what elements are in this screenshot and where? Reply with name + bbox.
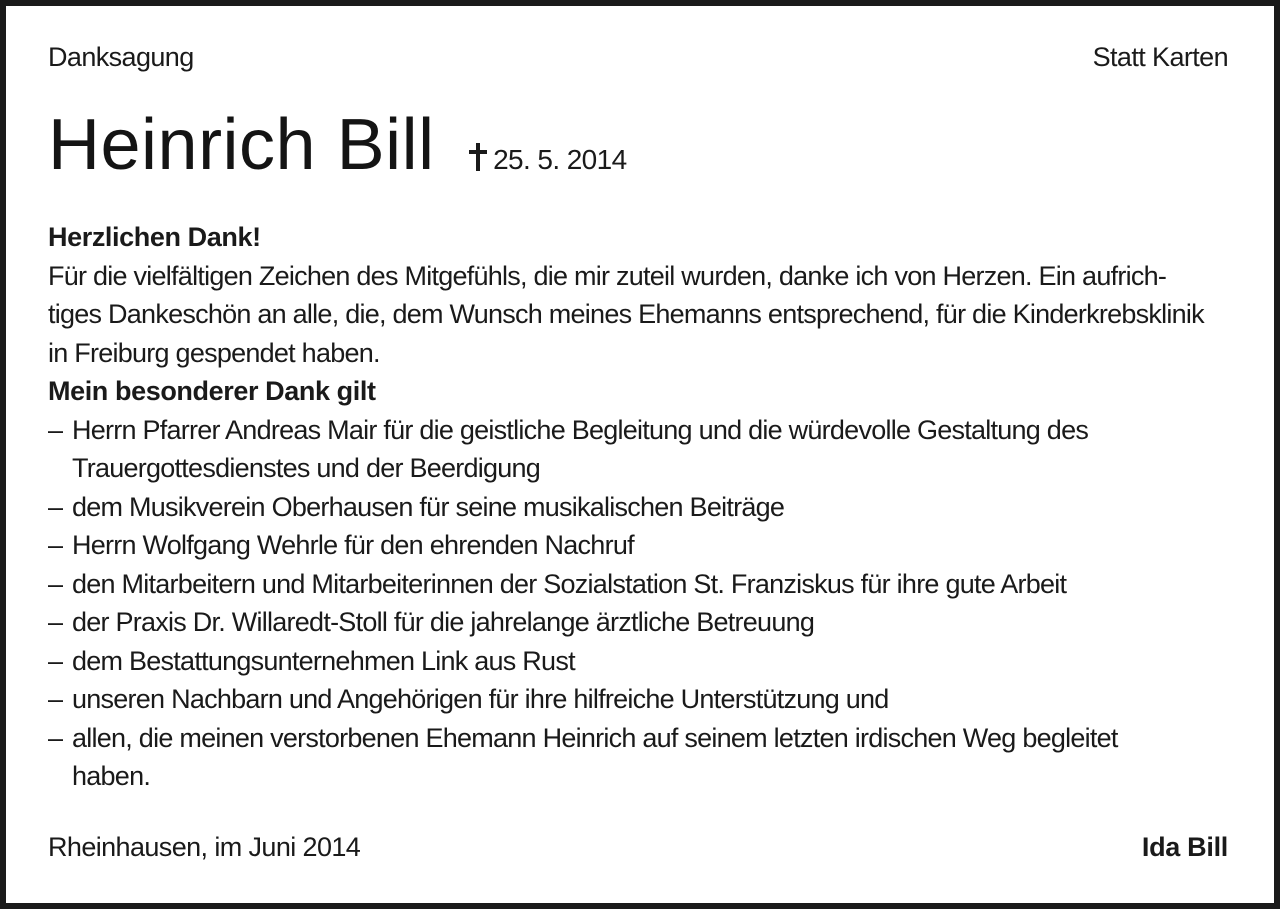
- special-thanks-heading: Mein besonderer Dank gilt: [48, 376, 376, 406]
- list-dash: –: [48, 414, 63, 445]
- list-dash: –: [48, 568, 63, 599]
- list-item-line: Herrn Wolfgang Wehrle für den ehrenden Nachruf: [72, 530, 634, 560]
- special-thanks-list: [48, 411, 1228, 796]
- death-info: [469, 143, 627, 176]
- thanks-paragraph: [48, 257, 1228, 373]
- list-item-line: der Praxis Dr. Willaredt-Stoll für die jahrelange ärztliche Betreuung: [72, 607, 815, 637]
- place-and-date: Rheinhausen, im Juni 2014: [48, 832, 361, 862]
- notice-content: [48, 6, 1228, 903]
- notice-header: [48, 42, 1228, 78]
- list-dash: –: [48, 722, 63, 753]
- notice-substitute-label: Statt Karten: [1092, 42, 1228, 72]
- list-item-line: den Mitarbeitern und Mitarbeiterinnen der Sozialstation St. Franziskus für ihre gute Arbeit: [72, 568, 1067, 599]
- list-dash: –: [48, 684, 63, 714]
- list-dash: –: [48, 645, 63, 676]
- list-item-line: unseren Nachbarn und Angehörigen für ihre hilfreiche Unterstützung und: [72, 684, 889, 714]
- deceased-line: [48, 104, 627, 194]
- list-item: [48, 642, 1228, 681]
- list-dash: –: [48, 491, 63, 522]
- list-item: [48, 411, 1228, 488]
- deceased-name: Heinrich Bill: [48, 105, 435, 185]
- list-item-line: Trauergottesdienstes und der Beerdigung: [72, 453, 541, 483]
- list-item: [48, 488, 1228, 527]
- latin-cross-icon: [469, 143, 487, 171]
- list-item: [48, 719, 1228, 796]
- paragraph-line: tiges Dankeschön an alle, die, dem Wunsch meines Ehemanns entsprechend, für die Kinderkrebsklinik: [48, 299, 1204, 329]
- list-item: [48, 526, 1228, 565]
- list-item-line: allen, die meinen verstorbenen Ehemann Heinrich auf seinem letzten irdischen Weg begleitet: [72, 722, 1118, 753]
- list-item: [48, 603, 1228, 642]
- list-item-line: haben.: [72, 761, 151, 791]
- paragraph-line: Für die vielfältigen Zeichen des Mitgefühls, die mir zuteil wurden, danke ich von Herzen. Ein aufrich-: [48, 260, 1167, 291]
- list-item-line: Herrn Pfarrer Andreas Mair für die geistliche Begleitung und die würdevolle Gestaltung des: [72, 414, 1089, 445]
- list-item: [48, 680, 1228, 719]
- notice-body: [48, 218, 1228, 796]
- paragraph-line: in Freiburg gespendet haben.: [48, 337, 380, 368]
- list-dash: –: [48, 530, 63, 560]
- list-item: [48, 565, 1228, 604]
- signature: Ida Bill: [1141, 832, 1228, 862]
- death-date: 25. 5. 2014: [493, 144, 627, 175]
- list-item-line: dem Bestattungsunternehmen Link aus Rust: [72, 645, 575, 676]
- list-dash: –: [48, 607, 63, 637]
- list-item-line: dem Musikverein Oberhausen für seine musikalischen Beiträge: [72, 491, 785, 522]
- thanks-heading: Herzlichen Dank!: [48, 222, 261, 252]
- notice-footer: [48, 832, 1228, 870]
- notice-type-label: Danksagung: [48, 42, 194, 72]
